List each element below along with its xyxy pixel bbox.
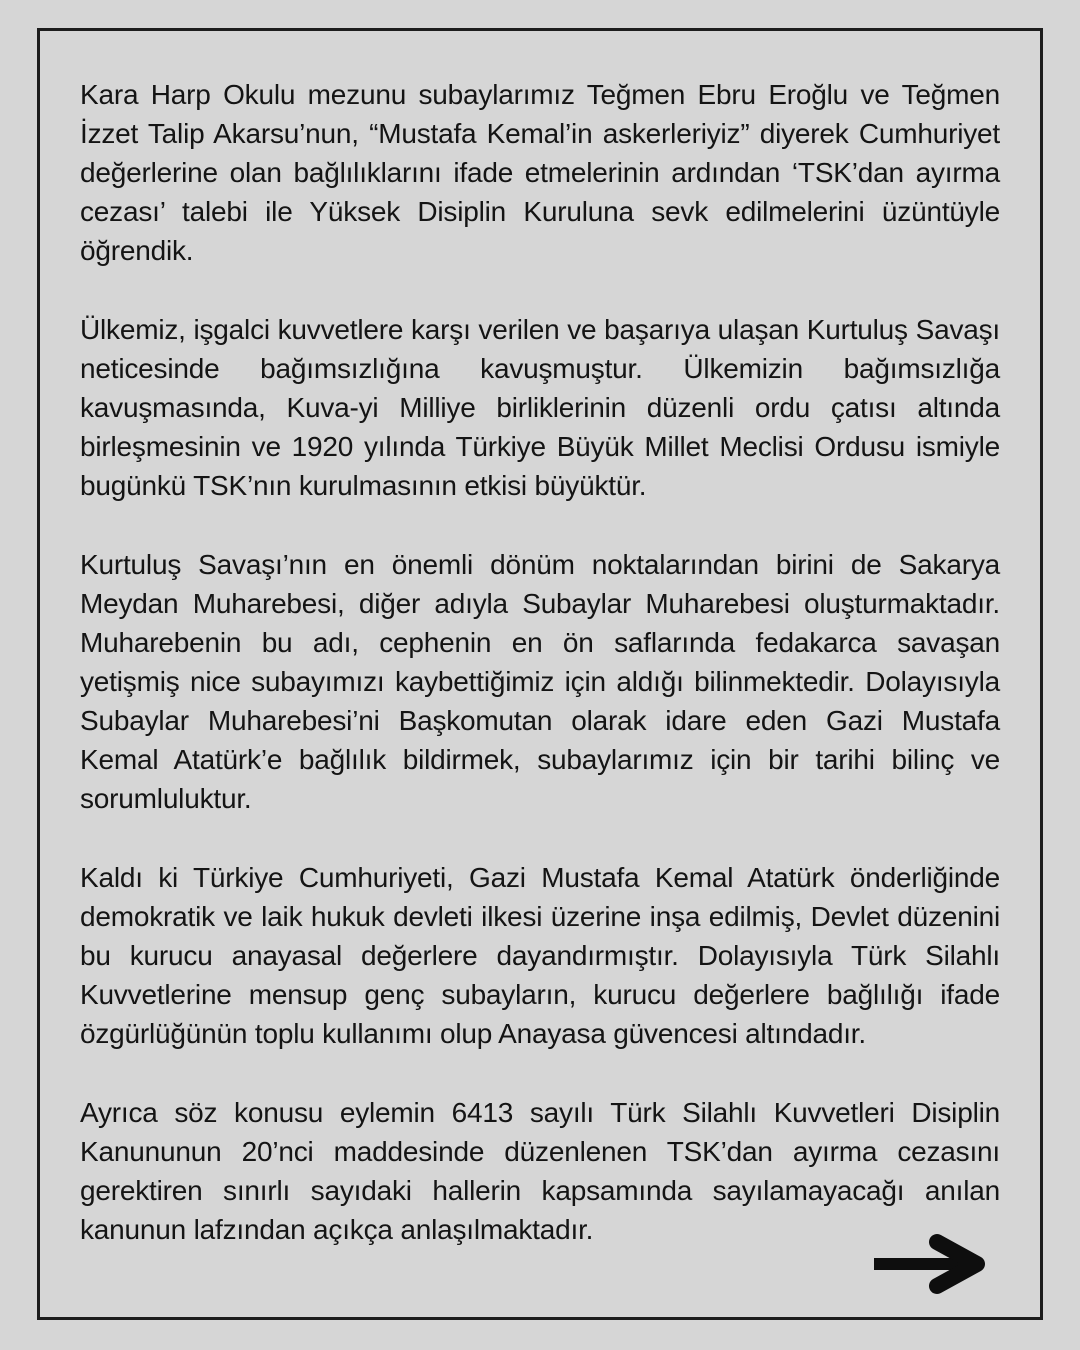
arrow-right-icon <box>873 1233 1005 1295</box>
statement-text <box>40 31 1040 1289</box>
body-paragraph: Kara Harp Okulu mezunu subaylarımız Teğmen Ebru Eroğlu ve Teğmen İzzet Talip Akarsu’nun, “Mustafa Kemal’in askerleriyiz” diyerek Cumhuriyet değerlerine olan bağlılıklarını ifade etmelerinin ardından ‘TSK’dan ayırma cezası’ talebi ile Yüksek Disiplin Kuruluna sevk edilmelerini üzüntüyle öğrendik. <box>80 79 1000 266</box>
body-paragraph: Kaldı ki Türkiye Cumhuriyeti, Gazi Mustafa Kemal Atatürk önderliğinde demokratik ve laik hukuk devleti ilkesi üzerine inşa edilmiş, Devlet düzenini bu kurucu anayasal değerlere dayandırmıştır. Dolayısıyla Türk Silahlı Kuvvetlerine mensup genç subayların, kurucu değerlere bağlılığı ifade özgürlüğünün toplu kullanımı olup Anayasa güvencesi altındadır. <box>80 862 1000 1049</box>
body-paragraph: Kurtuluş Savaşı’nın en önemli dönüm noktalarından birini de Sakarya Meydan Muharebesi, diğer adıyla Subaylar Muharebesi oluşturmaktadır. Muharebenin bu adı, cephenin en ön saflarında fedakarca savaşan yetişmiş nice subayımızı kaybettiğimiz için aldığı bilinmektedir. Dolayısıyla Subaylar Muharebesi’ni Başkomutan olarak idare eden Gazi Mustafa Kemal Atatürk’e bağlılık bildirmek, subaylarımız için bir tarihi bilinç ve sorumluluktur. <box>80 549 1000 814</box>
body-paragraph: Ayrıca söz konusu eylemin 6413 sayılı Türk Silahlı Kuvvetleri Disiplin Kanununun 20’nci maddesinde düzenlenen TSK’dan ayırma cezasını gerektiren sınırlı sayıdaki hallerin kapsamında sayılamayacağı anılan kanunun lafzından açıkça anlaşılmaktadır. <box>80 1097 1000 1245</box>
post-frame <box>37 28 1043 1320</box>
body-paragraph: Ülkemiz, işgalci kuvvetlere karşı verilen ve başarıya ulaşan Kurtuluş Savaşı neticesinde bağımsızlığına kavuşmuştur. Ülkemizin bağımsızlığa kavuşmasında, Kuva-yi Milliye birliklerinin düzenli ordu çatısı altında birleşmesinin ve 1920 yılında Türkiye Büyük Millet Meclisi Ordusu ismiyle bugünkü TSK’nın kurulmasının etkisi büyüktür. <box>80 314 1000 501</box>
